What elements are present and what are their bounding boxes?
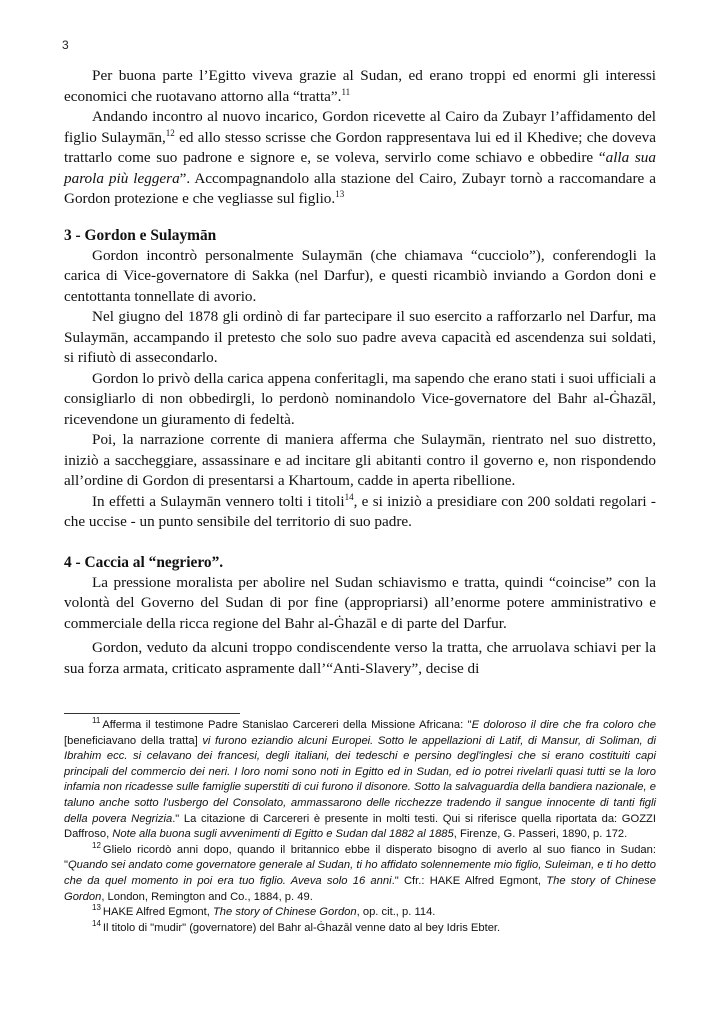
paragraph-text: Per buona parte l’Egitto viveva grazie al Sudan, ed erano troppi ed enormi gli interessi economici che ruotavano attorno alla “tratta”. [64,67,656,105]
footnote-text: [beneficiavano della tratta] [64,734,203,747]
footnote-italic: vi furono eziandio alcuni Europei. Sotto le appellazioni di Latif, di Mansur, di Soliman, di Ibrahim ecc. si celavano dei francesi, degli italiani, dei tedeschi e persino degl'inglesi che si erano costituiti capi principali del commercio dei neri. I loro nomi sono noti in Egitto ed in Sudan, ed io potrei rivelarli quasi tutti se la loro infamia non ricadesse sulle famiglie superstiti di cui furono il disonore. Sotto la salvaguardia della bandiera nazionale, e taluno anche sotto l'usbergo del Consolato, ammassarono delle ricchezze tradendo il sangue innocente di tanti figli della povera Negrizia [64,734,657,825]
footnote-text: , op. cit., p. 114. [356,906,436,919]
footnote-text: ." La citazione di Carcereri è presente in molti testi. Qui si riferisce quella riportata da: GOZZI Daffroso, [64,812,656,841]
footnote-ref[interactable]: 13 [335,188,345,199]
page-number: 3 [62,38,69,52]
paragraph: Gordon, veduto da alcuni troppo condiscendente verso la tratta, che arruolava schiavi per la sua forza armata, criticato aspramente dall’“Anti-Slavery”, decise di [64,639,656,677]
footnote-ref[interactable]: 14 [344,491,354,502]
footnote-text: Il titolo di "mudir" (governatore) del Bahr al-Ġhazāl venne dato al bey Idris Ebter. [102,921,501,934]
footnote-14 [64,918,656,937]
paragraph [64,66,656,107]
paragraph-text: ”. Accompagnandolo alla stazione del Cairo, Zubayr tornò a raccomandare a Gordon protezione e che vegliasse sul figlio. [64,169,656,207]
section-3 [64,246,656,533]
footnote-text: , Firenze, G. Passeri, 1890, p. 172. [453,828,628,841]
footnote-number: 11 [92,716,101,726]
footnote-12 [64,843,656,905]
paragraph [64,107,656,210]
footnote-number: 14 [92,918,101,928]
paragraph-text: , e si iniziò a presidiare con 200 soldati regolari - che uccise - un punto sensibile del territorio di suo padre. [64,492,656,530]
footnote-italic: E doloroso il dire che fra coloro che [471,719,656,731]
footnote-number: 13 [92,903,101,913]
footnote-13 [64,905,656,921]
footnote-italic: The story of Chinese Gordon [212,906,357,919]
paragraph-text: In effetti a Sulaymān vennero tolti i titoli [92,492,345,510]
footnote-text: HAKE Alfred Egmont, [102,906,213,919]
paragraph-text: ed allo stesso scrisse che Gordon rappresentava lui ed il Khedive; che doveva trattarlo come suo padrone e signore e, se voleva, servirlo come schiavo e obbedire “ [64,128,656,166]
paragraph: Poi, la narrazione corrente di maniera afferma che Sulaymān, rientrato nel suo distretto, iniziò a saccheggiare, assassinare e ad incitare gli abitanti contro il governo e, non rispondendo all’ordine di Gordon di presentarsi a Khartoum, cadde in aperta ribellione. [64,431,656,489]
main-text [64,66,656,679]
footnote-ref[interactable]: 11 [341,86,351,97]
footnote-text: , London, Remington and Co., 1884, p. 49. [101,890,313,903]
paragraph [64,492,656,533]
footnote-text: ." Cfr.: HAKE Alfred Egmont, [391,874,547,887]
section-heading: 3 - Gordon e Sulaymān [64,226,217,244]
footnote-italic: The story of Chinese Gordon [64,874,656,903]
section-4 [64,573,656,680]
footnote-separator [64,713,240,714]
footnote-italic: Note alla buona sugli avvenimenti di Egitto e Sudan dal 1882 al 1885 [112,828,454,841]
paragraph-text: Andando incontro al nuovo incarico, Gordon ricevette al Cairo da Zubayr l’affidamento del figlio Sulaymān, [64,108,656,146]
intro-section [64,66,656,210]
paragraph: Gordon incontrò personalmente Sulaymān (che chiamava “cucciolo”), conferendogli la carica di Vice-governatore di Sakka (nel Darfur), e questi ricambiò inviando a Gordon doni e centottanta tonnellate di avorio. [64,246,656,305]
footnote-text: Glielo ricordò anni dopo, quando il britannico ebbe il disperato bisogno di averlo al suo fianco in Sudan: " [64,843,656,872]
footnote-text: Afferma il testimone Padre Stanislao Carcereri della Missione Africana: " [102,719,472,731]
paragraph: Gordon lo privò della carica appena conferitagli, ma sapendo che erano stati i suoi ufficiali a consigliarlo di non obbedirgli, lo perdonò nominandolo Vice-governatore del Bahr al-Ġhazāl, ricevendone un giuramento di fedeltà. [64,369,656,428]
section-heading: 4 - Caccia al “negriero”. [64,553,224,571]
footnote-ref[interactable]: 12 [165,127,175,138]
footnote-italic: Quando sei andato come governatore generale al Sudan, ti ho affidato solennemente mio figlio, Suleiman, e ti ho detto che da quel momento in poi era tuo figlio. Aveva solo 16 anni [64,859,656,887]
paragraph: Nel giugno del 1878 gli ordinò di far partecipare il suo esercito a rafforzarlo nel Darfur, ma Sulaymān, accampando il pretesto che solo suo padre aveva capacità ed ascendenza sui soldati, si rifiutò di assecondarlo. [64,308,656,366]
footnote-11 [64,718,656,843]
footnotes [64,718,656,936]
italic-quote: alla sua parola più leggera [64,149,656,187]
footnote-number: 12 [92,841,101,851]
paragraph: La pressione moralista per abolire nel Sudan schiavismo e tratta, quindi “coincise” con la volontà del Governo del Sudan di por fine (appropriarsi) all’enorme potere amministrativo e commerciale della ricca regione del Bahr al-Ġhazāl e di parte del Darfur. [64,573,656,632]
